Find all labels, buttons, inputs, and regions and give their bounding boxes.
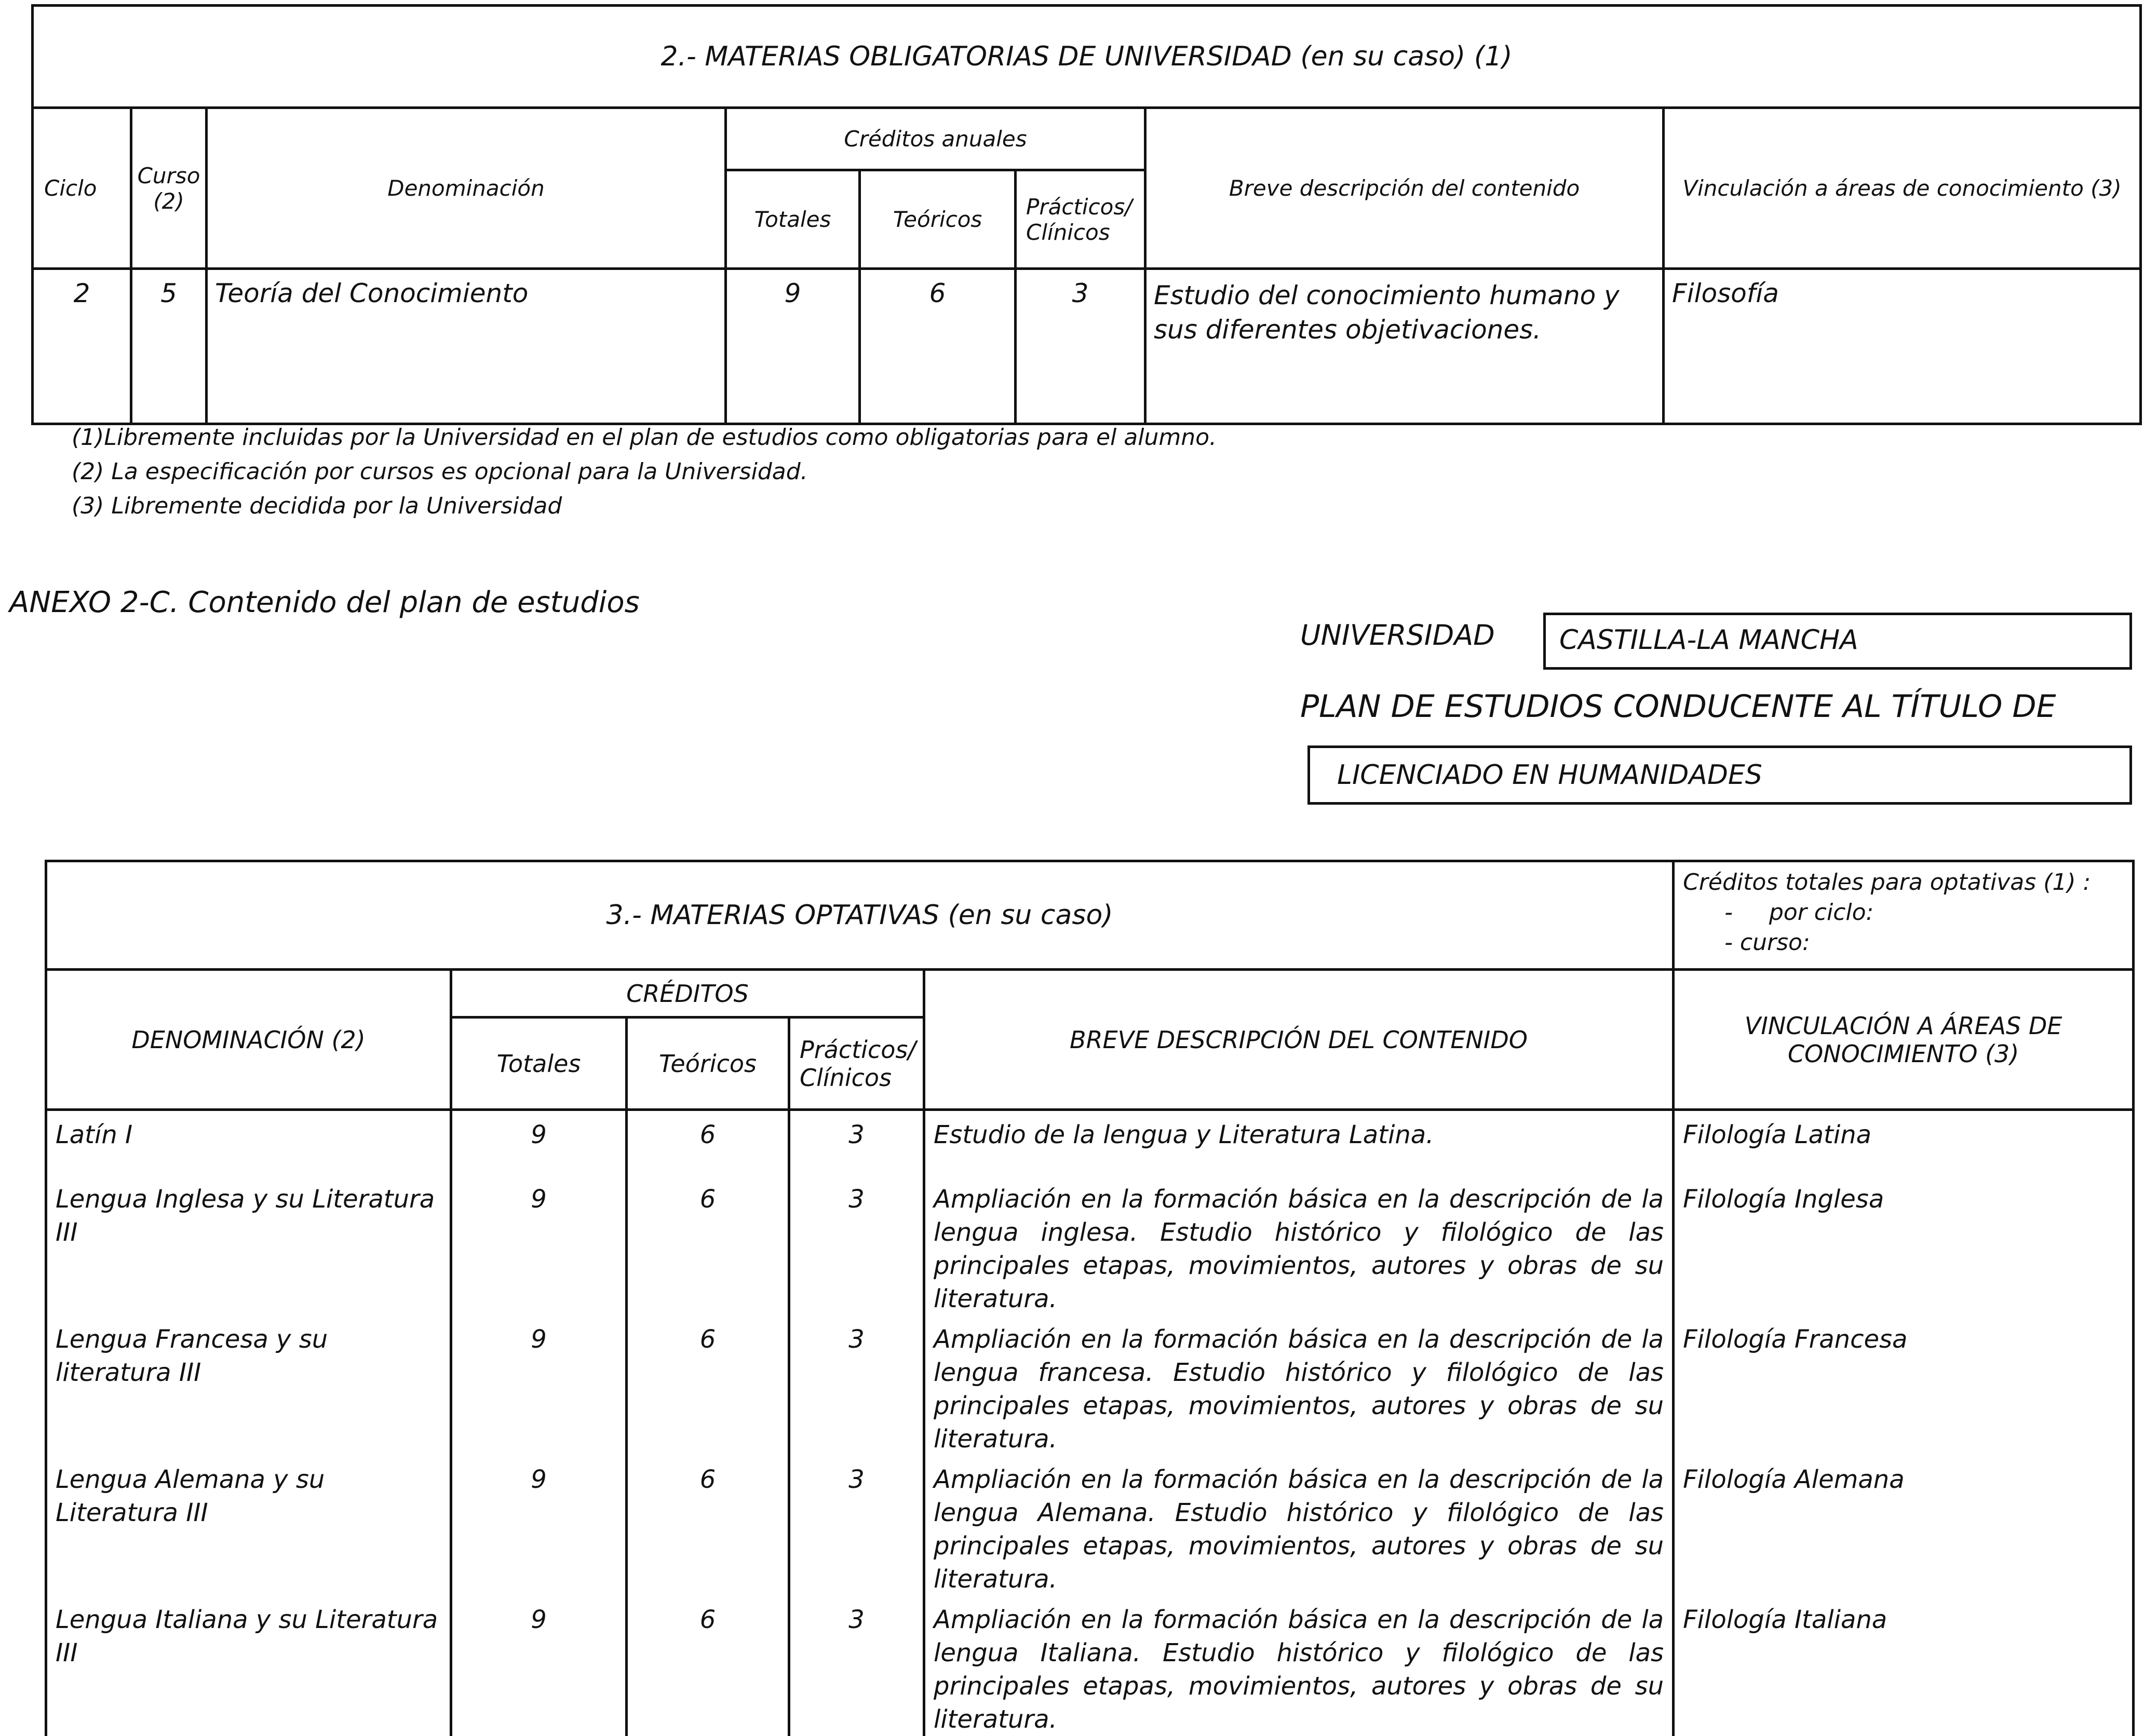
- cell-vinculacion: Filosofía: [1664, 269, 2141, 424]
- cell-denominacion: Lengua Inglesa y su Literatura III: [46, 1175, 451, 1315]
- cell-curso: 5: [131, 269, 207, 424]
- plan-label: PLAN DE ESTUDIOS CONDUCENTE AL TÍTULO DE: [1300, 688, 2056, 725]
- creditos-totales-label: Créditos totales para optativas (1) :: [1683, 869, 2091, 896]
- cell-vinculacion: Filología Latina: [1674, 1110, 2134, 1175]
- cell-descripcion: Ampliación en la formación básica en la descripción de la lengua Alemana. Estudio histórico y filológico de las principales etapas, movimientos, autores y obras de su literatura.: [924, 1456, 1674, 1596]
- cell-practicos: 3: [789, 1456, 924, 1596]
- cell-descripcion: Estudio de la lengua y Literatura Latina.: [924, 1110, 1674, 1175]
- cell-practicos: 3: [789, 1315, 924, 1456]
- header-vinculacion-line1: VINCULACIÓN A ÁREAS DE: [1744, 1011, 2062, 1040]
- header-practicos-label: Prácticos/: [800, 1035, 916, 1064]
- universidad-box: CASTILLA-LA MANCHA: [1543, 613, 2132, 670]
- table-row: [33, 269, 2141, 424]
- table-row: [46, 1110, 2134, 1175]
- cell-totales: 9: [451, 1110, 627, 1175]
- cell-totales: 9: [451, 1175, 627, 1315]
- header-creditos: CRÉDITOS: [451, 970, 924, 1018]
- header-teoricos: Teóricos: [627, 1018, 789, 1110]
- footnote-2: (2) La especificación por cursos es opcional para la Universidad.: [72, 458, 808, 485]
- cell-vinculacion: Filología Francesa: [1674, 1315, 2134, 1456]
- cell-descripcion: Ampliación en la formación básica en la descripción de la lengua Italiana. Estudio histórico y filológico de las principales etapas, movimientos, autores y obras de su literatura.: [924, 1596, 1674, 1736]
- header-curso-label: Curso: [137, 162, 200, 188]
- header-vinculacion-line2: CONOCIMIENTO (3): [1787, 1039, 2019, 1068]
- header-descripcion: Breve descripción del contenido: [1145, 108, 1664, 269]
- cell-totales: 9: [451, 1456, 627, 1596]
- header-totales: Totales: [451, 1018, 627, 1110]
- cell-vinculacion: Filología Inglesa: [1674, 1175, 2134, 1315]
- cell-vinculacion: Filología Italiana: [1674, 1596, 2134, 1736]
- header-curso-note: (2): [153, 188, 184, 214]
- header-practicos-label: Prácticos/: [1026, 194, 1132, 220]
- cell-descripcion: Ampliación en la formación básica en la descripción de la lengua francesa. Estudio histórico y filológico de las principales etapas, movimientos, autores y obras de su literatura.: [924, 1315, 1674, 1456]
- cell-practicos: 3: [1016, 269, 1145, 424]
- cell-teoricos: 6: [627, 1596, 789, 1736]
- por-ciclo-label: - por ciclo:: [1724, 899, 1874, 926]
- cell-descripcion: Ampliación en la formación básica en la descripción de la lengua inglesa. Estudio histórico y filológico de las principales etapas, movimientos, autores y obras de su literatura.: [924, 1175, 1674, 1315]
- header-denominacion: DENOMINACIÓN (2): [46, 970, 451, 1110]
- footnote-1: (1)Libremente incluidas por la Universidad en el plan de estudios como obligatorias para el alumno.: [72, 424, 1217, 451]
- cell-descripcion: Estudio del conocimiento humano y sus diferentes objetivaciones.: [1145, 269, 1664, 424]
- cell-teoricos: 6: [627, 1456, 789, 1596]
- cell-ciclo: 2: [33, 269, 131, 424]
- cell-teoricos: 6: [627, 1315, 789, 1456]
- optativas-title: 3.- MATERIAS OPTATIVAS (en su caso): [46, 861, 1674, 970]
- header-practicos: [789, 1018, 924, 1110]
- table-row: [46, 1456, 2134, 1596]
- header-curso: [131, 108, 207, 269]
- annex-title: ANEXO 2-C. Contenido del plan de estudios: [9, 586, 640, 619]
- cell-totales: 9: [451, 1596, 627, 1736]
- optativas-table: [45, 860, 2135, 1736]
- header-denominacion: Denominación: [207, 108, 726, 269]
- header-vinculacion: Vinculación a áreas de conocimiento (3): [1664, 108, 2141, 269]
- titulo-box: LICENCIADO EN HUMANIDADES: [1307, 745, 2132, 805]
- cell-teoricos: 6: [860, 269, 1016, 424]
- table-row: [46, 1315, 2134, 1456]
- cell-teoricos: 6: [627, 1110, 789, 1175]
- optativas-creditos-box: [1674, 861, 2134, 970]
- table-row: [46, 1596, 2134, 1736]
- cell-vinculacion: Filología Alemana: [1674, 1456, 2134, 1596]
- obligatorias-table: [31, 4, 2142, 425]
- header-creditos-anuales: Créditos anuales: [726, 108, 1145, 170]
- header-teoricos: Teóricos: [860, 170, 1016, 269]
- footnote-3: (3) Libremente decidida por la Universidad: [72, 493, 562, 519]
- header-clinicos-label: Clínicos: [1026, 219, 1110, 245]
- cell-practicos: 3: [789, 1175, 924, 1315]
- table-row: [46, 1175, 2134, 1315]
- cell-denominacion: Lengua Francesa y su literatura III: [46, 1315, 451, 1456]
- header-practicos: [1016, 170, 1145, 269]
- cell-denominacion: Teoría del Conocimiento: [207, 269, 726, 424]
- header-totales: Totales: [726, 170, 860, 269]
- obligatorias-title: 2.- MATERIAS OBLIGATORIAS DE UNIVERSIDAD (en su caso) (1): [33, 6, 2141, 108]
- cell-teoricos: 6: [627, 1175, 789, 1315]
- header-vinculacion: [1674, 970, 2134, 1110]
- header-descripcion: BREVE DESCRIPCIÓN DEL CONTENIDO: [924, 970, 1674, 1110]
- cell-practicos: 3: [789, 1596, 924, 1736]
- universidad-label: UNIVERSIDAD: [1300, 619, 1495, 652]
- header-ciclo: Ciclo: [33, 108, 131, 269]
- cell-practicos: 3: [789, 1110, 924, 1175]
- cell-totales: 9: [451, 1315, 627, 1456]
- header-clinicos-label: Clínicos: [800, 1063, 892, 1092]
- cell-denominacion: Latín I: [46, 1110, 451, 1175]
- cell-denominacion: Lengua Italiana y su Literatura III: [46, 1596, 451, 1736]
- cell-totales: 9: [726, 269, 860, 424]
- cell-denominacion: Lengua Alemana y su Literatura III: [46, 1456, 451, 1596]
- curso-label: - curso:: [1724, 929, 1810, 956]
